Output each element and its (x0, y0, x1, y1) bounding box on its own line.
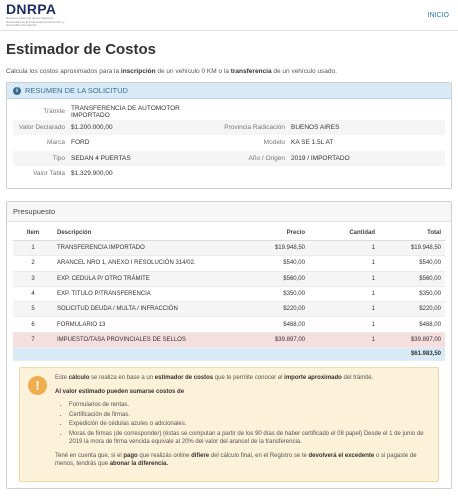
table-row-tax (13, 332, 445, 347)
row-precio: $468,00 (249, 317, 309, 332)
budget-header-row (13, 227, 445, 241)
col-precio: Precio (249, 227, 309, 241)
notice-text-part: del cálculo final, en el Registro se te (209, 452, 309, 459)
row-precio: $560,00 (249, 271, 309, 286)
warning-icon: ! (28, 376, 47, 395)
row-total: $560,00 (379, 271, 445, 286)
summary-row-valor-tabla (13, 166, 445, 182)
row-total: $350,00 (379, 286, 445, 301)
notice-bold: devolverá el excedente (308, 452, 375, 459)
notice-text-part: se realiza en base a un (89, 375, 155, 382)
row-descripcion: EXP. TITULO P/TRANSFERENCIA (53, 286, 249, 301)
row-total: $19.948,50 (379, 241, 445, 256)
row-descripcion: FORMULARIO 13 (53, 317, 249, 332)
table-row (13, 302, 445, 317)
valor-declarado-value: $1.200.000,00 (71, 123, 113, 131)
row-precio: $350,00 (249, 286, 309, 301)
notice-text-part: que te permite conocer el (213, 375, 285, 382)
summary-header (7, 83, 451, 99)
row-total: $39.897,00 (379, 332, 445, 347)
row-precio: $19.948,50 (249, 241, 309, 256)
subtitle-text: de un vehículo 0 KM o la (155, 68, 231, 75)
row-descripcion: TRANSFERENCIA IMPORTADO (53, 241, 249, 256)
subtitle-inscripcion: inscripción (120, 68, 156, 75)
total-spacer (13, 348, 53, 361)
extra-costs-list (69, 401, 430, 447)
subtitle-text: de un vehículo usado. (271, 68, 337, 75)
row-total: $220,00 (379, 302, 445, 317)
summary-panel (6, 82, 452, 189)
tramite-label: Trámite (43, 108, 65, 116)
table-row (13, 241, 445, 256)
row-total: $540,00 (379, 256, 445, 271)
notice-text-part: Este (55, 375, 69, 382)
page-subtitle (6, 68, 458, 75)
notice-text (55, 374, 430, 474)
col-total: Total (379, 227, 445, 241)
budget-table (13, 227, 445, 362)
table-row (13, 317, 445, 332)
notice-text-part: Tené en cuenta que, si el (55, 452, 124, 459)
provincia-label: Provincia Radicación (224, 123, 285, 131)
top-bar (0, 0, 458, 31)
valor-tabla-label: Valor Tabla (33, 170, 65, 178)
tipo-label: Tipo (52, 154, 65, 162)
notice-text-part: que realizás online (137, 452, 192, 459)
budget-panel (6, 201, 452, 489)
notice-bold: Al valor estimado pueden sumarse costos de (55, 388, 185, 395)
notice-bold: difiere (191, 452, 210, 459)
notice-bold: abonar la diferencia. (109, 461, 169, 468)
marca-value: FORD (71, 139, 90, 147)
modelo-value: KA SE 1.5L AT (291, 139, 334, 147)
notice-paragraph-1 (55, 374, 430, 383)
notice-text-part: del trámite. (341, 375, 374, 382)
table-row (13, 271, 445, 286)
row-descripcion: IMPUESTO/TASA PROVINCIALES DE SELLOS (53, 332, 249, 347)
tramite-value: TRANSFERENCIA DE AUTOMOTOR IMPORTADO (71, 104, 180, 119)
notice-paragraph-2 (55, 388, 430, 397)
provincia-value: BUENOS AIRES (291, 123, 340, 131)
anio-label: Año / Origen (248, 154, 285, 162)
row-cantidad: 1 (309, 256, 379, 271)
summary-row-marca (13, 135, 445, 151)
list-item: • Moras de firmas (de corresponder) (éstas se computan a partir de los 90 días de haber certificado el 08 papel) Desde el 1 de junio de 2019 la mora de firma vencida equivale al 20% del valor del arancel de la transferencia. (69, 430, 430, 447)
list-item: • Certificación de firmas. (69, 411, 430, 420)
row-item: 3 (13, 271, 53, 286)
list-item: • Formularios de rentas. (69, 401, 430, 410)
row-cantidad: 1 (309, 286, 379, 301)
row-cantidad: 1 (309, 241, 379, 256)
row-total: $468,00 (379, 317, 445, 332)
total-spacer (249, 348, 309, 361)
row-item: 2 (13, 256, 53, 271)
row-item: 4 (13, 286, 53, 301)
total-spacer (309, 348, 379, 361)
page-title: Estimador de Costos (6, 41, 157, 58)
notice-bold: cálculo (68, 375, 90, 382)
summary-row-valor (13, 120, 445, 136)
row-cantidad: 1 (309, 271, 379, 286)
row-precio: $39.897,00 (249, 332, 309, 347)
col-cantidad: Cantidad (309, 227, 379, 241)
info-icon: i (13, 87, 21, 95)
modelo-label: Modelo (263, 139, 285, 147)
budget-heading: Presupuesto (7, 202, 451, 222)
dnrpa-logo[interactable] (6, 2, 66, 28)
anio-value: 2019 / IMPORTADO (291, 154, 350, 162)
row-descripcion: SOLICITUD DEUDA / MULTA / INFRACCIÓN (53, 302, 249, 317)
logo-text: DNRPA (6, 1, 57, 18)
table-row (13, 256, 445, 271)
row-item: 1 (13, 241, 53, 256)
grand-total-value: $61.983,50 (379, 348, 445, 361)
notice-bold: estimador de costos (154, 375, 214, 382)
col-item: Item (13, 227, 53, 241)
nav-inicio-link[interactable]: INICIO (427, 11, 449, 19)
tipo-value: SEDAN 4 PUERTAS (71, 154, 131, 162)
row-cantidad: 1 (309, 302, 379, 317)
notice-bold: pago (123, 452, 138, 459)
notice-paragraph-3 (55, 452, 430, 469)
row-item: 5 (13, 302, 53, 317)
valor-tabla-value: $1.329.900,00 (71, 170, 113, 178)
row-cantidad: 1 (309, 332, 379, 347)
row-descripcion: ARANCEL NRO 1, ANEXO I RESOLUCIÓN 314/02. (53, 256, 249, 271)
table-row (13, 286, 445, 301)
summary-heading: RESUMEN DE LA SOLICITUD (25, 86, 128, 95)
subtitle-transferencia: transferencia (230, 68, 272, 75)
valor-declarado-label: Valor Declarado (18, 123, 65, 131)
cost-notice (19, 367, 439, 482)
subtitle-text: Calcula los costos aproximados para la (6, 68, 121, 75)
summary-row-tipo (13, 151, 445, 167)
list-item: • Expedición de cédulas azules o adicionales. (69, 420, 430, 429)
notice-text-part: o si pagaste de menos, tendrás que (55, 452, 417, 468)
row-item: 7 (13, 332, 53, 347)
col-descripcion: Descripción (53, 227, 249, 241)
table-row-grand-total (13, 348, 445, 361)
marca-label: Marca (46, 139, 65, 147)
row-item: 6 (13, 317, 53, 332)
notice-bold: importe aproximado (284, 375, 342, 382)
summary-row-tramite (13, 104, 445, 120)
row-precio: $540,00 (249, 256, 309, 271)
row-cantidad: 1 (309, 317, 379, 332)
row-descripcion: EXP. CEDULA P/ OTRO TRÁMITE (53, 271, 249, 286)
logo-subtext: Dirección Nacional de los Registros Nacionales de la Propiedad del Automotor y de Créditos Prendarios (6, 16, 65, 28)
row-precio: $220,00 (249, 302, 309, 317)
total-spacer (53, 348, 249, 361)
